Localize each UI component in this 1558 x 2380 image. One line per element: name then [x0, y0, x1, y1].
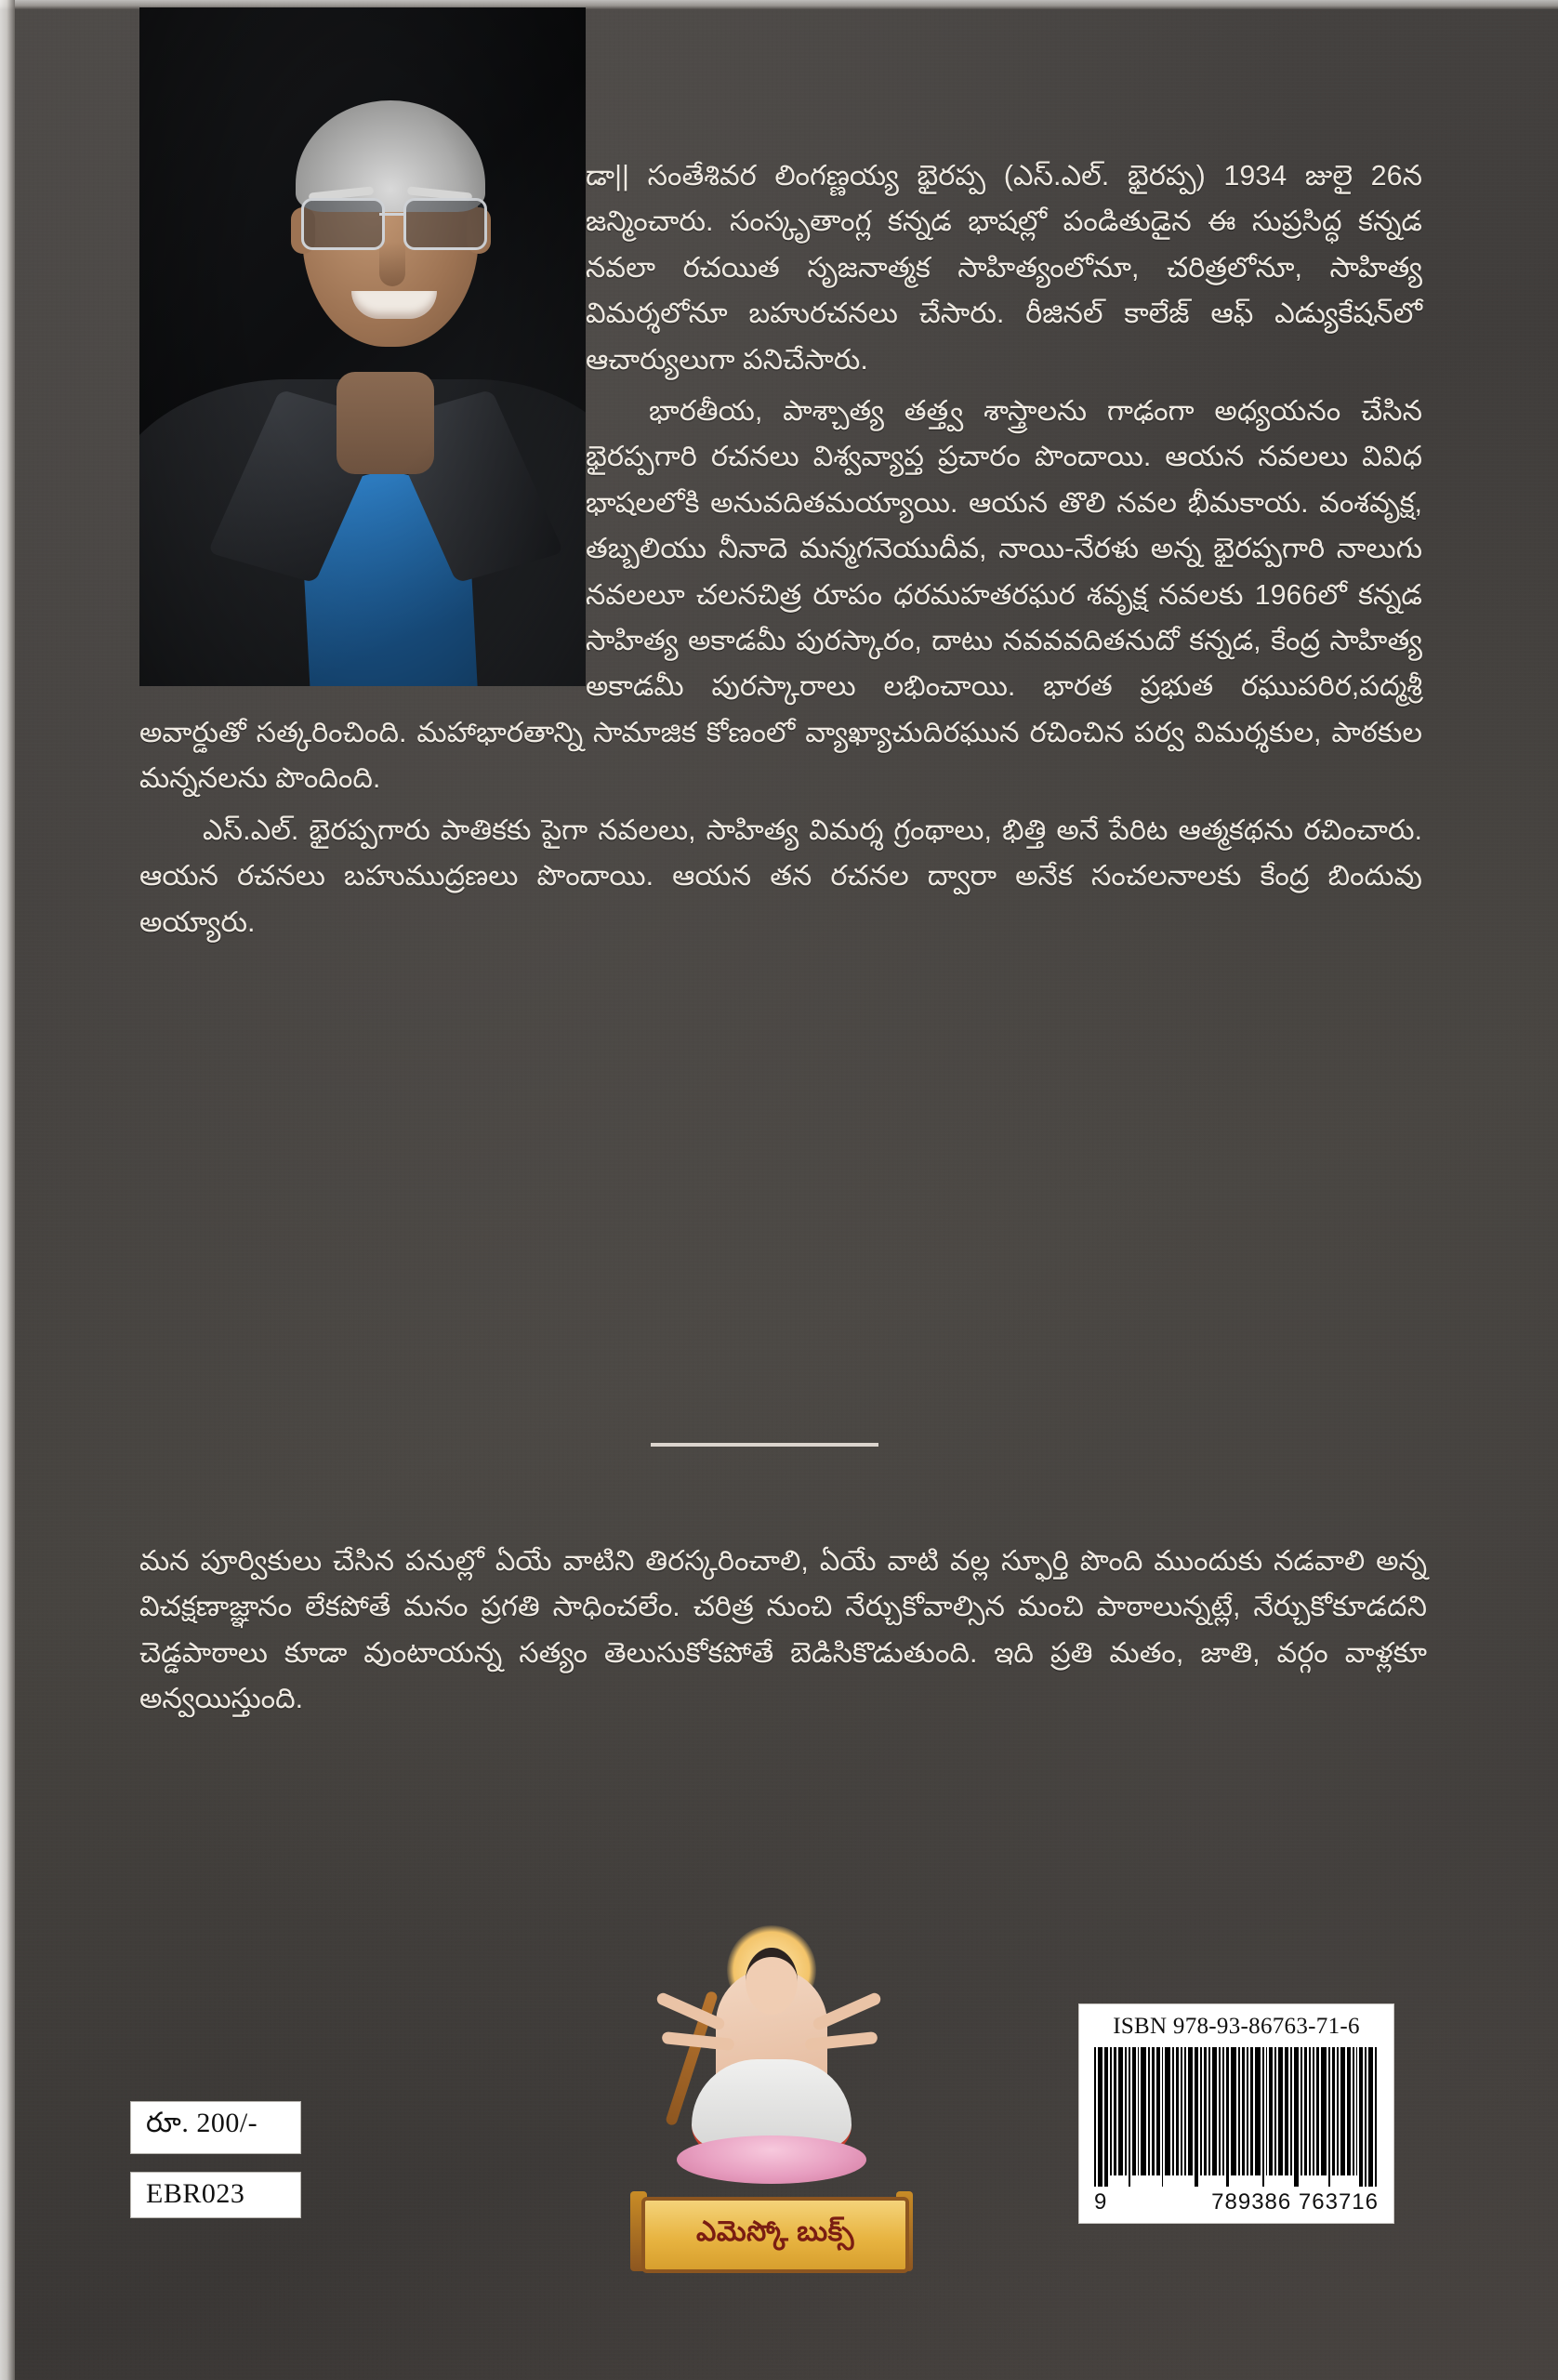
barcode-digit-right: 789386 763716 — [1211, 2189, 1379, 2215]
barcode-digits — [1090, 2187, 1382, 2215]
saraswati-deity-icon — [660, 1920, 883, 2189]
bio-paragraph-1: డా|| సంతేశివర లింగణ్ణయ్య భైరప్ప (ఎస్.ఎల్. భైరప్ప) 1934 జులై 26న జన్మించారు. సంస్కృతాంగ్ల కన్నడ భాషల్లో పండితుడైన ఈ సుప్రసిద్ధ కన్నడ నవలా రచయిత సృజనాత్మక సాహిత్యంలోనూ, చరిత్రలోనూ, సాహిత్య విమర్శలోనూ బహురచనలు చేసారు. రీజినల్ కాలేజ్ ఆఫ్ ఎడ్యుకేషన్‌లో ఆచార్యులుగా పనిచేసారు. — [586, 160, 1422, 376]
price-label: రూ. 200/- — [130, 2101, 301, 2154]
barcode-digit-left: 9 — [1094, 2189, 1108, 2215]
deity-head — [746, 1948, 798, 2015]
left-edge-strip — [0, 0, 15, 2380]
barcode-block — [1078, 2003, 1394, 2224]
bio-paragraph-2: భారతీయ, పాశ్చాత్య తత్త్వ శాస్త్రాలను గాఢంగా అధ్యయనం చేసిన భైరప్పగారి రచనలు విశ్వవ్యాప్త ప్రచారం పొందాయి. ఆయన నవలలు వివిధ భాషలలోకి అనువదితమయ్యాయి. ఆయన తొలి నవల భీమకాయ. వంశవృక్ష, తబ్బలియు నీనాదె మన్మగనెయుదీవ, నాయి-నేరళు అన్న భైరప్పగారి నాలుగు నవలలూ చలనచిత్ర రూపం ధరమహతరఘర శవృక్ష నవలకు 1966లో కన్నడ సాహిత్య అకాడమీ పురస్కారం, దాటు నవవవదితనుదో కన్నడ, కేంద్ర సాహిత్య అకాడమీ పురస్కారాలు లభించాయి. భారత ప్రభుత రఘుపరిర,పద్మశ్రీ అవార్డుతో సత్కరించింది. మహాభారతాన్ని సామాజిక కోణంలో వ్యాఖ్యాచుదిరఘున రచించిన పర్వ విమర్శకుల, పాఠకుల మన్ననలను పొందింది. — [139, 395, 1422, 795]
book-blurb — [139, 1539, 1427, 1723]
publisher-name-label: ఎమెస్కో బుక్స్ — [696, 2215, 854, 2247]
item-code-label: EBR023 — [130, 2172, 301, 2218]
lotus-icon — [677, 2135, 866, 2184]
publisher-name-band — [641, 2197, 909, 2273]
publisher-logo — [641, 1920, 902, 2282]
author-biography — [139, 153, 1422, 951]
isbn-label: ISBN 978-93-86763-71-6 — [1113, 2014, 1360, 2039]
section-divider-rule — [651, 1443, 878, 1447]
bio-paragraph-3: ఎస్.ఎల్. భైరప్పగారు పాతికకు పైగా నవలలు, సాహిత్య విమర్శ గ్రంథాలు, భిత్తి అనే పేరిట ఆత్మకథను రచించారు. ఆయన రచనలు బహుముద్రణలు పొందాయి. ఆయన తన రచనల ద్వారా అనేక సంచలనాలకు కేంద్ర బిందువు అయ్యారు. — [139, 813, 1422, 938]
barcode-bars — [1090, 2047, 1382, 2187]
blurb-text: మన పూర్వికులు చేసిన పనుల్లో ఏయే వాటిని తిరస్కరించాలి, ఏయే వాటి వల్ల స్ఫూర్తి పొంది ముందుకు నడవాలి అన్న విచక్షణాజ్ఞానం లేకపోతే మనం ప్రగతి సాధించలేం. చరిత్ర నుంచి నేర్చుకోవాల్సిన మంచి పాఠాలున్నట్లే, నేర్చుకోకూడదని చెడ్డపాఠాలు కూడా వుంటాయన్న సత్యం తెలుసుకోకపోతే బెడిసికొడుతుంది. ఇది ప్రతి మతం, జాతి, వర్గం వాళ్లకూ అన్వయిస్తుంది. — [139, 1545, 1427, 1715]
photo-text-wrap-spacer — [139, 153, 586, 688]
